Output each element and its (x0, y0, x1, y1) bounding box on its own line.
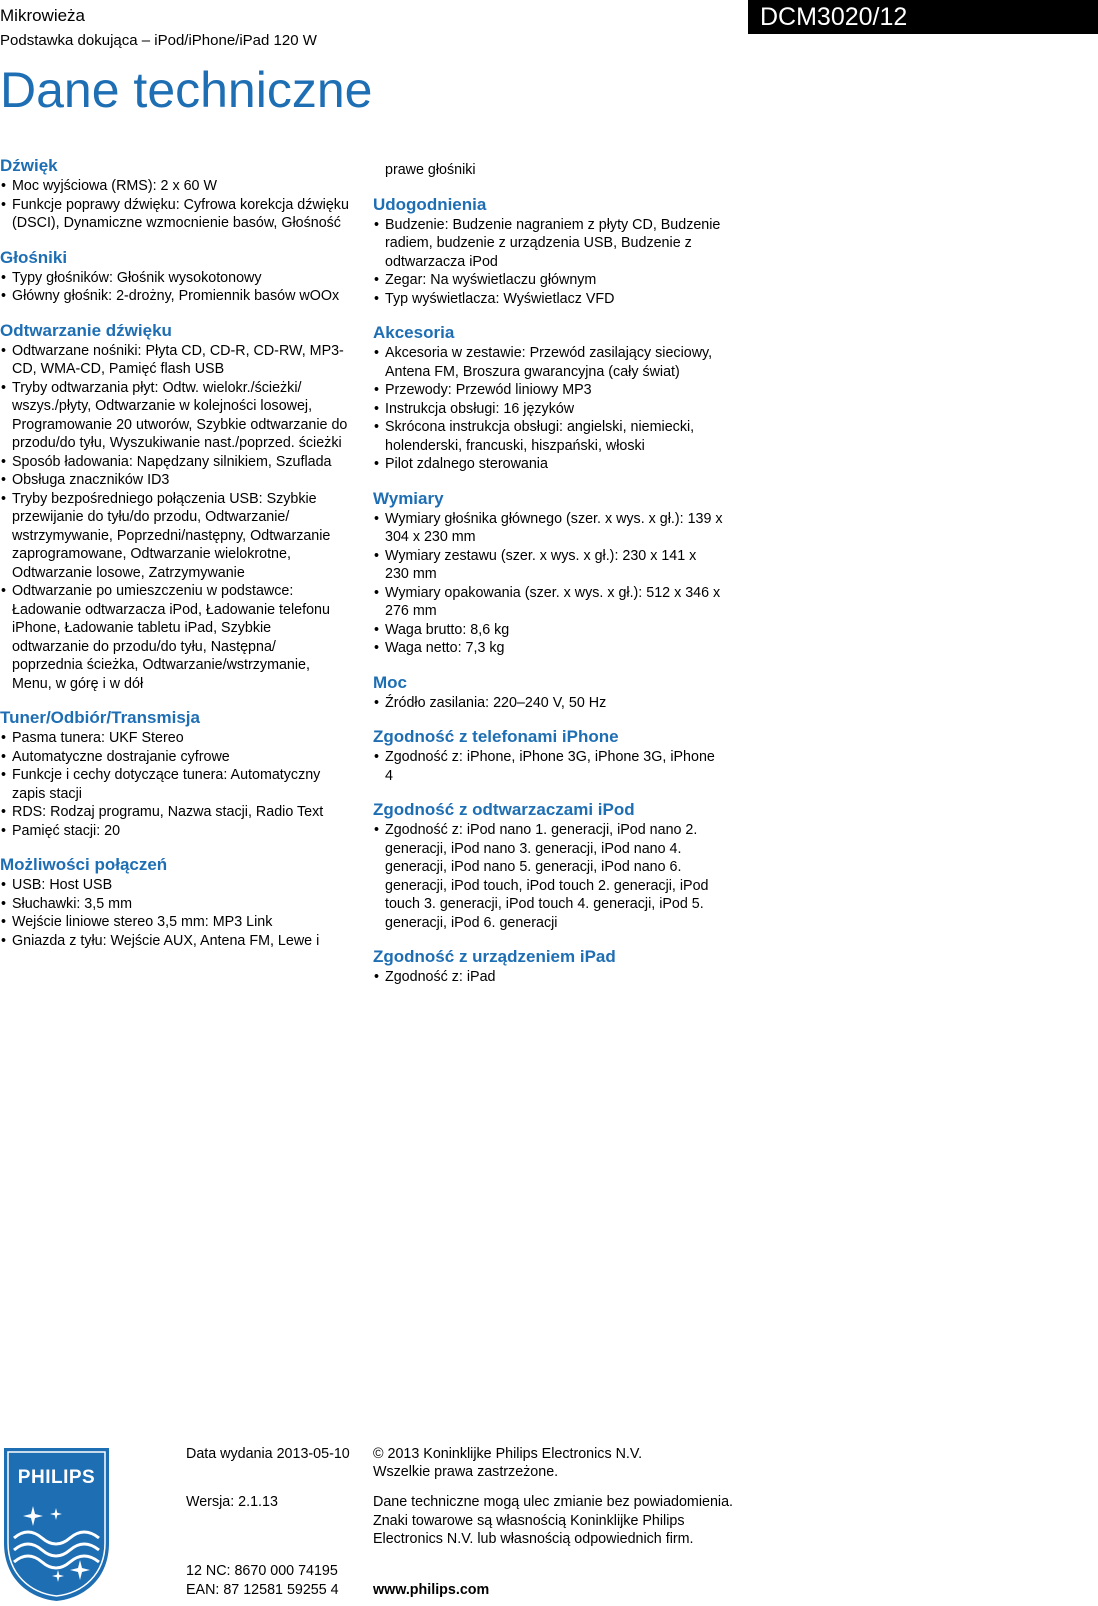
spec-item: • Automatyczne dostrajanie cyfrowe (0, 748, 350, 767)
spec-list (373, 510, 723, 658)
spec-list (373, 216, 723, 309)
spec-list (373, 694, 723, 713)
spec-item: • Odtwarzane nośniki: Płyta CD, CD-R, CD-RW, MP3-CD, WMA-CD, Pamięć flash USB (0, 342, 350, 379)
spec-item: • Zegar: Na wyświetlaczu głównym (373, 271, 723, 290)
product-subtitle: Podstawka dokująca – iPod/iPhone/iPad 120 W (0, 32, 317, 49)
spec-item: • Funkcje i cechy dotyczące tunera: Automatyczny zapis stacji (0, 766, 350, 803)
product-category: Mikrowieża (0, 6, 86, 25)
spec-list (0, 876, 350, 950)
disclaimer-line-2: Znaki towarowe są własnością Koninklijke Philips (373, 1513, 685, 1529)
nc-number: 12 NC: 8670 000 74195 (186, 1563, 338, 1579)
spec-item: • Typy głośników: Głośnik wysokotonowy (0, 269, 350, 288)
spec-item: • Waga netto: 7,3 kg (373, 639, 723, 658)
spec-item-continuation: prawe głośniki (385, 162, 476, 178)
section-heading: Akcesoria (373, 323, 455, 342)
spec-section (373, 672, 723, 713)
section-heading: Tuner/Odbiór/Transmisja (0, 708, 200, 727)
spec-list (0, 342, 350, 694)
spec-item: • Tryby bezpośredniego połączenia USB: Szybkie przewijanie do tyłu/do przodu, Odtwarzanie/ wstrzymywanie, Poprzedni/następny, Odtwarzanie zaprogramowane, Odtwarzanie wielokrotne, Odtwarzanie losowe, Zatrzymywanie (0, 490, 350, 583)
spec-list (0, 177, 350, 233)
rights-reserved: Wszelkie prawa zastrzeżone. (373, 1464, 559, 1480)
spec-item: • Waga brutto: 8,6 kg (373, 621, 723, 640)
page-title: Dane techniczne (0, 62, 373, 118)
spec-item: • Odtwarzanie po umieszczeniu w podstawce: Ładowanie odtwarzacza iPod, Ładowanie telefonu iPhone, Ładowanie tabletu iPad, Szybkie odtwarzanie do przodu/do tyłu, Następna/ poprzednia ścieżka, Odtwarzanie/wstrzymanie, Menu, w górę i w dół (0, 582, 350, 693)
spec-column-right (373, 161, 723, 1001)
spec-item: • Wymiary opakowania (szer. x wys. x gł.): 512 x 346 x 276 mm (373, 584, 723, 621)
spec-section (373, 726, 723, 785)
section-heading: Dźwięk (0, 156, 58, 175)
spec-section (0, 155, 350, 233)
spec-item: • USB: Host USB (0, 876, 350, 895)
copyright: © 2013 Koninklijke Philips Electronics N.V. (373, 1446, 643, 1462)
spec-item: • Pasma tunera: UKF Stereo (0, 729, 350, 748)
disclaimer-line-3: Electronics N.V. lub własnością odpowiednich firm. (373, 1531, 694, 1547)
spec-item: • Skrócona instrukcja obsługi: angielski, niemiecki, holenderski, francuski, hiszpański, włoski (373, 418, 723, 455)
spec-list (373, 344, 723, 474)
website-link[interactable]: www.philips.com (373, 1582, 490, 1598)
spec-column-left (0, 155, 350, 964)
spec-item: • Wymiary zestawu (szer. x wys. x gł.): 230 x 141 x 230 mm (373, 547, 723, 584)
spec-item: • Źródło zasilania: 220–240 V, 50 Hz (373, 694, 723, 713)
section-heading: Udogodnienia (373, 194, 487, 214)
spec-item: • Tryby odtwarzania płyt: Odtw. wielokr./ścieżki/ wszys./płyty, Odtwarzanie w kolejności losowej, Programowanie 20 utworów, Szybkie odtwarzanie do przodu/do tyłu, Wyszukiwanie nast./poprzed. ścieżki (0, 379, 350, 453)
spec-item: • Zgodność z: iPhone, iPhone 3G, iPhone 3G, iPhone 4 (373, 748, 723, 785)
spec-item: • Budzenie: Budzenie nagraniem z płyty CD, Budzenie radiem, budzenie z urządzenia USB, Budzenie z odtwarzacza iPod (373, 216, 723, 272)
spec-section (0, 247, 350, 306)
spec-section (373, 322, 723, 474)
spec-list (0, 269, 350, 306)
model-number-badge: DCM3020/12 (748, 0, 1098, 34)
section-heading: Moc (373, 672, 407, 692)
section-heading: Zgodność z telefonami iPhone (373, 727, 619, 746)
spec-item: • Akcesoria w zestawie: Przewód zasilający sieciowy, Antena FM, Broszura gwarancyjna (cały świat) (373, 344, 723, 381)
spec-list (373, 748, 723, 785)
spec-item: • Pamięć stacji: 20 (0, 822, 350, 841)
spec-item: • Pilot zdalnego sterowania (373, 455, 723, 474)
spec-list (373, 821, 723, 932)
spec-list (0, 729, 350, 840)
philips-logo-wordmark: PHILIPS (17, 1467, 96, 1488)
spec-item: • RDS: Rodzaj programu, Nazwa stacji, Radio Text (0, 803, 350, 822)
section-heading: Zgodność z odtwarzaczami iPod (373, 800, 635, 819)
spec-section (0, 320, 350, 694)
spec-section (0, 854, 350, 950)
spec-item: • Przewody: Przewód liniowy MP3 (373, 381, 723, 400)
spec-item: • Wymiary głośnika głównego (szer. x wys. x gł.): 139 x 304 x 230 mm (373, 510, 723, 547)
spec-item: • Moc wyjściowa (RMS): 2 x 60 W (0, 177, 350, 196)
spec-item: • Wejście liniowe stereo 3,5 mm: MP3 Link (0, 913, 350, 932)
section-heading: Możliwości połączeń (0, 855, 168, 874)
spec-section (373, 194, 723, 309)
version: Wersja: 2.1.13 (186, 1494, 278, 1510)
spec-item: • Zgodność z: iPod nano 1. generacji, iPod nano 2. generacji, iPod nano 3. generacji, iPod nano 4. generacji, iPod nano 5. generacji, iPod nano 6. generacji, iPod touch, iPod touch 2. generacji, iPod touch 3. generacji, iPod touch 4. generacji, iPod 5. generacji, iPod 6. generacji (373, 821, 723, 932)
spec-item: • Funkcje poprawy dźwięku: Cyfrowa korekcja dźwięku (DSCI), Dynamiczne wzmocnienie basów, Głośność (0, 196, 350, 233)
section-heading: Zgodność z urządzeniem iPad (373, 947, 616, 966)
philips-logo (0, 1448, 113, 1601)
disclaimer-line-1: Dane techniczne mogą ulec zmianie bez powiadomienia. (373, 1494, 734, 1510)
spec-section (0, 707, 350, 840)
section-heading: Odtwarzanie dźwięku (0, 320, 172, 340)
section-heading: Głośniki (0, 247, 68, 267)
footer (0, 1445, 1098, 1601)
ean-number: EAN: 87 12581 59255 4 (186, 1582, 339, 1598)
spec-item: • Główny głośnik: 2-drożny, Promiennik basów wOOx (0, 287, 350, 306)
spec-item: • Zgodność z: iPad (373, 968, 723, 987)
spec-list (373, 968, 723, 987)
spec-section (373, 799, 723, 932)
release-date: Data wydania 2013-05-10 (186, 1446, 350, 1462)
spec-item: • Typ wyświetlacza: Wyświetlacz VFD (373, 290, 723, 309)
spec-item: • Obsługa znaczników ID3 (0, 471, 350, 490)
spec-item: • Sposób ładowania: Napędzany silnikiem, Szuflada (0, 453, 350, 472)
section-heading: Wymiary (373, 488, 444, 508)
spec-section (373, 946, 723, 987)
spec-item: • Instrukcja obsługi: 16 języków (373, 400, 723, 419)
spec-item: • Gniazda z tyłu: Wejście AUX, Antena FM, Lewe i (0, 932, 350, 951)
spec-section (373, 488, 723, 658)
spec-item: • Słuchawki: 3,5 mm (0, 895, 350, 914)
